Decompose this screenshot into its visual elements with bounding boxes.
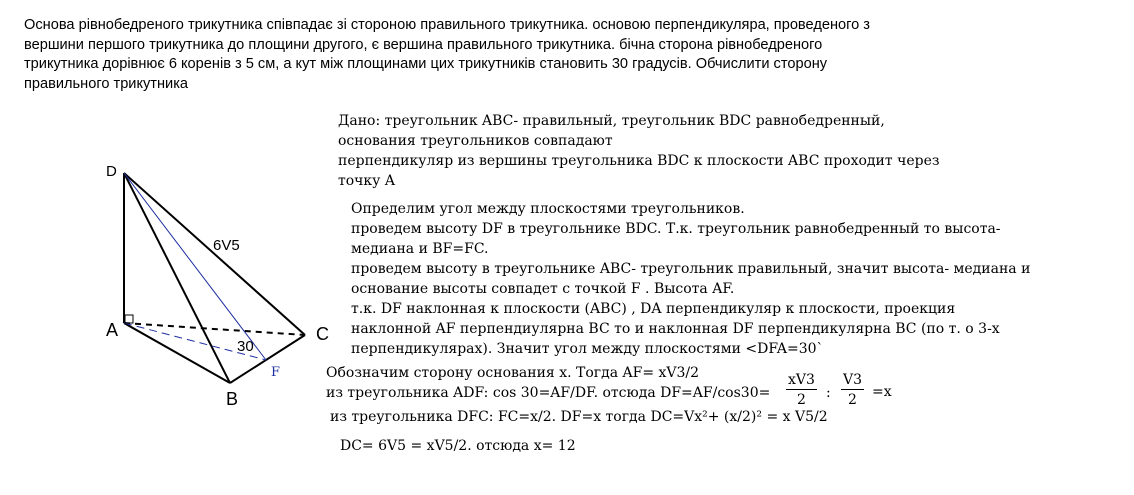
problem-line: вершини першого трикутника до площини другого, є вершина правильного трикутника. бічна сторона рівнобедреного [24, 36, 823, 53]
edge-dc [124, 173, 305, 335]
problem-line: трикутника дорівнює 6 коренів з 5 см, а кут між площинами цих трикутників становить 30 градусів. Обчислити сторону [24, 56, 828, 72]
label-a: A [106, 320, 119, 340]
division-colon: : [826, 385, 831, 401]
fraction-numerator: xV3 [788, 372, 815, 388]
label-angle-30: 30 [237, 338, 254, 355]
given-line: основания треугольников совпадают [338, 133, 613, 149]
edge-db [124, 173, 230, 383]
calc-line-2: из треугольника ADF: cos 30=AF/DF. отсюда DF=AF/cos30= [326, 385, 771, 401]
solution-line: медиана и BF=FC. [351, 241, 489, 257]
calc-line-4: DC= 6V5 = xV5/2. отсюда x= 12 [340, 438, 576, 454]
calc-line-1: Обозначим сторону основания x. Тогда AF= xV3/2 [326, 365, 700, 381]
solution-line: т.к. DF наклонная к плоскости (ABC) , DA перпендикуляр к плоскости, проекция [351, 301, 956, 317]
fraction-denominator: 2 [797, 392, 806, 408]
given-line: перпендикуляр из вершины треугольника BDC к плоскости ABC проходит через [338, 153, 940, 169]
solution-line: проведем высоту в треугольнике ABC- треугольник правильный, значит высота- медиана и [351, 261, 1031, 277]
height-df [124, 173, 266, 360]
problem-line: правильного трикутника [24, 75, 189, 92]
label-b: B [226, 389, 239, 409]
calc-line-3: из треугольника DFC: FC=x/2. DF=x тогда DC=Vx²+ (x/2)² = x V5/2 [330, 409, 828, 425]
label-side-6v5: 6V5 [213, 237, 240, 254]
label-d: D [106, 163, 117, 180]
solution-line: проведем высоту DF в треугольнике BDC. Т.к. треугольник равнобедренный то высота- [351, 221, 1001, 237]
edge-ac-dashed [124, 323, 305, 335]
given-line: Дано: треугольник ABC- правильный, треугольник BDC равнобедренный, [338, 113, 885, 129]
label-f: F [271, 365, 281, 380]
given-line: точку A [338, 173, 395, 189]
label-c: C [316, 324, 329, 344]
fraction-numerator: V3 [843, 372, 863, 388]
fraction-denominator: 2 [848, 392, 857, 408]
problem-line: Основа рівнобедреного трикутника співпадає зі стороною правильного трикутника. основою перпендикуляра, проведеного з [24, 17, 870, 33]
right-angle-marker [125, 315, 133, 323]
solution-line: Определим угол между плоскостями треугольников. [351, 201, 745, 217]
solution-line: основание высоты совпадет с точкой F . Высота AF. [351, 281, 735, 297]
result-equals-x: =x [872, 384, 892, 400]
solution-line: перпендикулярах). Значит угол между плоскостями <DFA=30` [351, 341, 824, 357]
solution-line: наклонной AF перпендиулярна BC то и наклонная DF перпендикулярна BC (по т. о 3-х [351, 321, 1000, 337]
